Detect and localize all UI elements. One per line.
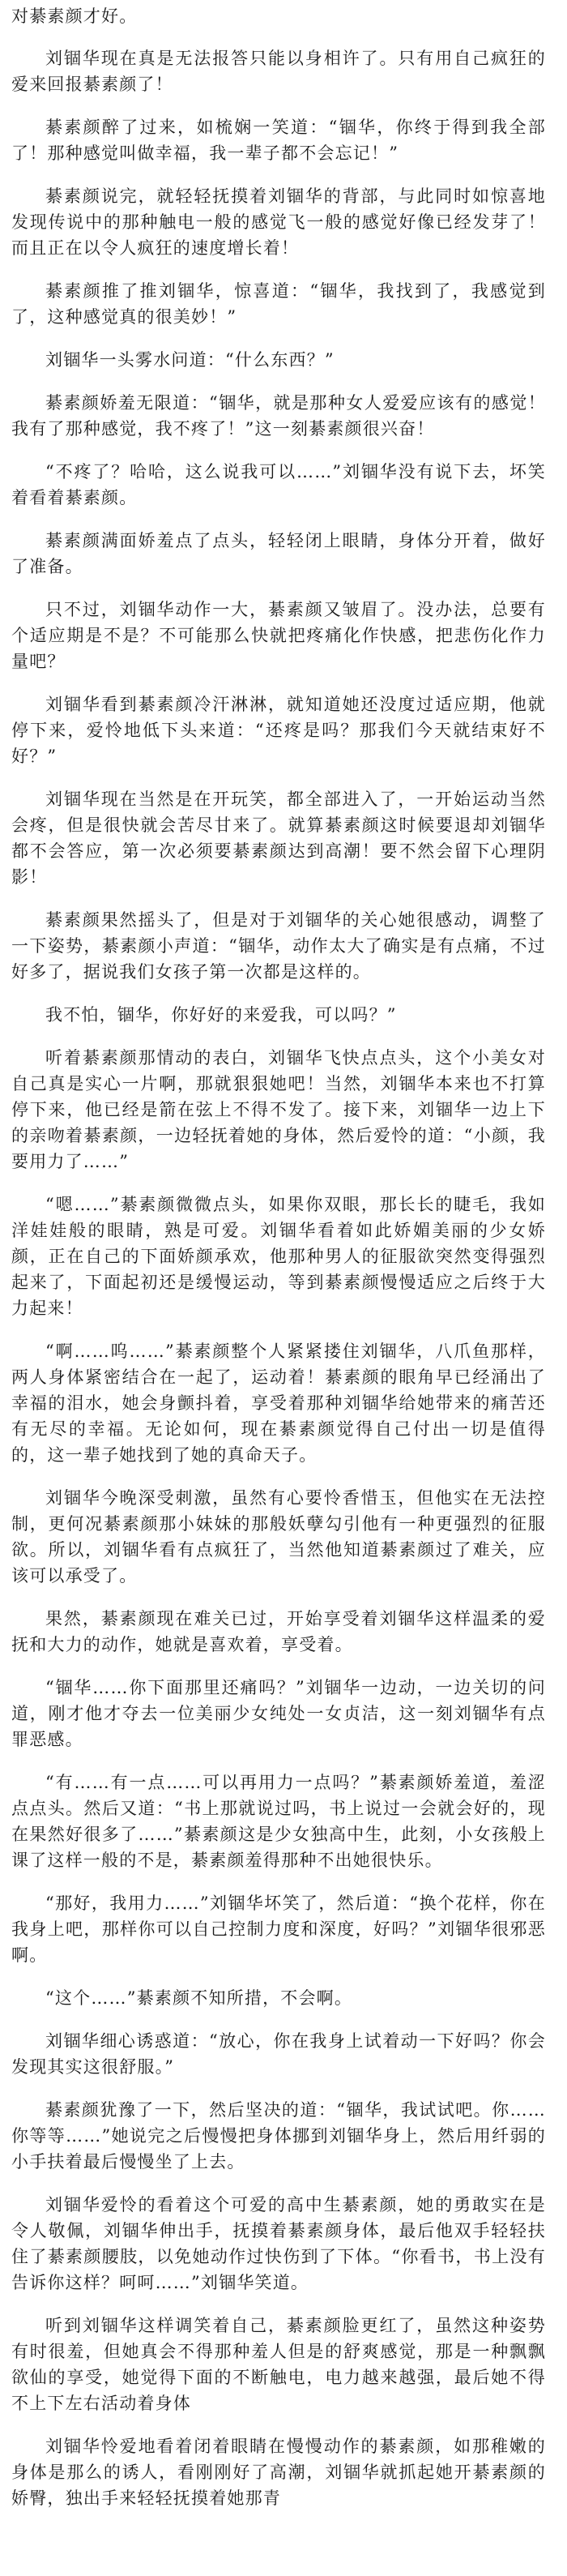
paragraph: 我不怕，锢华，你好好的来爱我，可以吗？” (45, 1005, 397, 1025)
paragraph: 听着綦素颜那情动的表白，刘锢华飞快点点头，这个小美女对自己真是实心一片啊，那就狠狠她吧！当然，刘锢华本来也不打算停下来，他已经是箭在弦上不得不发了。接下来，刘锢华一边上下的亲吻着綦素颜，一边轻抚着她的身体，然后爱怜的道：“小颜，我要用力了……” (11, 1048, 546, 1171)
paragraph: 听到刘锢华这样调笑着自己，綦素颜脸更红了，虽然这种姿势有时很羞，但她真会不得那种羞人但是的舒爽感觉，那是一种飘飘欲仙的享受，她觉得下面的不断触电，电力越来越强，最后她不得不上下左右活动着身体 (11, 2316, 546, 2413)
paragraph: “锢华……你下面那里还痛吗？”刘锢华一边动，一边关切的问道，刚才他才夺去一位美丽少女纯处一女贞洁，这一刻刘锢华有点罪恶感。 (11, 1678, 546, 1749)
paragraph: “那好，我用力……”刘锢华坏笑了，然后道：“换个花样，你在我身上吧，那样你可以自己控制力度和深度，好吗？”刘锢华很邪恶啊。 (11, 1893, 546, 1965)
paragraph: 刘锢华细心诱惑道：“放心，你在我身上试着动一下好吗？你会发现其实这很舒服。” (11, 2031, 546, 2077)
paragraph: 刘锢华看到綦素颜冷汗淋淋，就知道她还没度过适应期，他就停下来，爱怜地低下头来道：“还疼是吗？那我们今天就结束好不好？” (11, 695, 546, 766)
paragraph: 綦素颜说完，就轻轻抚摸着刘锢华的背部，与此同时如惊喜地发现传说中的那种触电一般的感觉飞一般的感觉好像已经发芽了！而且正在以令人疯狂的速度增长着！ (11, 186, 546, 258)
paragraph: 对綦素颜才好。 (11, 6, 138, 26)
paragraph: 刘锢华怜爱地看着闭着眼睛在慢慢动作的綦素颜，如那稚嫩的身体是那么的诱人，看刚刚好了高潮，刘锢华就抓起她开綦素颜的娇臀，独出手来轻轻抚摸着她那青 (11, 2437, 546, 2508)
paragraph: “啊……呜……”綦素颜整个人紧紧搂住刘锢华，八爪鱼那样，两人身体紧密结合在一起了，运动着！綦素颜的眼角早已经涌出了幸福的泪水，她会身颤抖着，享受着那种刘锢华给她带来的痛苦还有无尽的幸福。无论如何，现在綦素颜觉得自己付出一切是值得的，这一辈子她找到了她的真命天子。 (11, 1341, 546, 1465)
paragraph: 綦素颜醉了过来，如梳娴一笑道：“锢华，你终于得到我全部了！那种感觉叫做幸福，我一辈子都不会忘记！” (11, 118, 546, 163)
paragraph: 刘锢华今晚深受刺激，虽然有心要怜香惜玉，但他实在无法控制，更何况綦素颜那小妹妹的那般妖孽勾引他有一种更强烈的征服欲。所以，刘锢华看有点疯狂了，当然他知道綦素颜过了难关，应该可以承受了。 (11, 1488, 546, 1585)
paragraph: “不疼了？哈哈，这么说我可以……”刘锢华没有说下去，坏笑着看着綦素颜。 (11, 462, 546, 507)
paragraph: 刘锢华爱怜的看着这个可爱的高中生綦素颜，她的勇敢实在是令人敬佩，刘锢华伸出手，抚摸着綦素颜身体，最后他双手轻轻扶住了綦素颜腰肢，以免她动作过快伤到了下体。“你看书，书上没有告诉你这样？呵呵……”刘锢华笑道。 (11, 2195, 546, 2292)
paragraph: “这个……”綦素颜不知所措，不会啊。 (45, 1988, 353, 2008)
paragraph: 綦素颜犹豫了一下，然后坚决的道：“锢华，我试试吧。你……你等等……”她说完之后慢慢把身体挪到刘锢华身上，然后用纤弱的小手扶着最后慢慢坐了上去。 (11, 2100, 546, 2172)
paragraph: “嗯……”綦素颜微微点头，如果你双眼，那长长的睫毛，我如洋娃娃般的眼睛，熟是可爱。刘锢华看着如此娇媚美丽的少女娇颜，正在自己的下面娇颜承欢，他那种男人的征服欲突然变得强烈起来了，下面起初还是缓慢运动，等到綦素颜慢慢适应之后终于大力起来！ (11, 1195, 546, 1318)
paragraph: 綦素颜果然摇头了，但是对于刘锢华的关心她很感动，调整了一下姿势，綦素颜小声道：“锢华，动作太大了确实是有点痛，不过好多了，据说我们女孩子第一次都是这样的。 (11, 910, 546, 982)
paragraph: 綦素颜娇羞无限道：“锢华，就是那种女人爱爱应该有的感觉！我有了那种感觉，我不疼了！”这一刻綦素颜很兴奋！ (11, 393, 546, 439)
paragraph: 刘锢华一头雾水问道：“什么东西？” (45, 350, 335, 370)
paragraph: 果然，綦素颜现在难关已过，开始享受着刘锢华这样温柔的爱抚和大力的动作，她就是喜欢着，享受着。 (11, 1609, 546, 1654)
paragraph: 綦素颜满面娇羞点了点头，轻轻闭上眼睛，身体分开着，做好了准备。 (11, 531, 546, 576)
paragraph: 刘锢华现在当然是在开玩笑，都全部进入了，一开始运动当然会疼，但是很快就会苦尽甘来了。就算綦素颜这时候要退却刘锢华都不会答应，第一次必须要綦素颜达到高潮！要不然会留下心理阴影！ (11, 789, 546, 887)
paragraph: 刘锢华现在真是无法报答只能以身相许了。只有用自己疯狂的爱来回报綦素颜了！ (11, 49, 546, 94)
paragraph: 只不过，刘锢华动作一大，綦素颜又皱眉了。没办法，总要有个适应期是不是？不可能那么快就把疼痛化作快感，把悲伤化作力量吧？ (11, 600, 546, 671)
paragraph: 綦素颜推了推刘锢华，惊喜道：“锢华，我找到了，我感觉到了，这种感觉真的很美妙！” (11, 281, 546, 327)
paragraph: “有……有一点……可以再用力一点吗？”綦素颜娇羞道，羞涩点点头。然后又道：“书上那就说过吗，书上说过一会就会好的，现在果然好很多了……”綦素颜这是少女独高中生，此刻，小女孩般上课了这样一般的不是，綦素颜羞得那种不出她很快乐。 (11, 1773, 546, 1870)
